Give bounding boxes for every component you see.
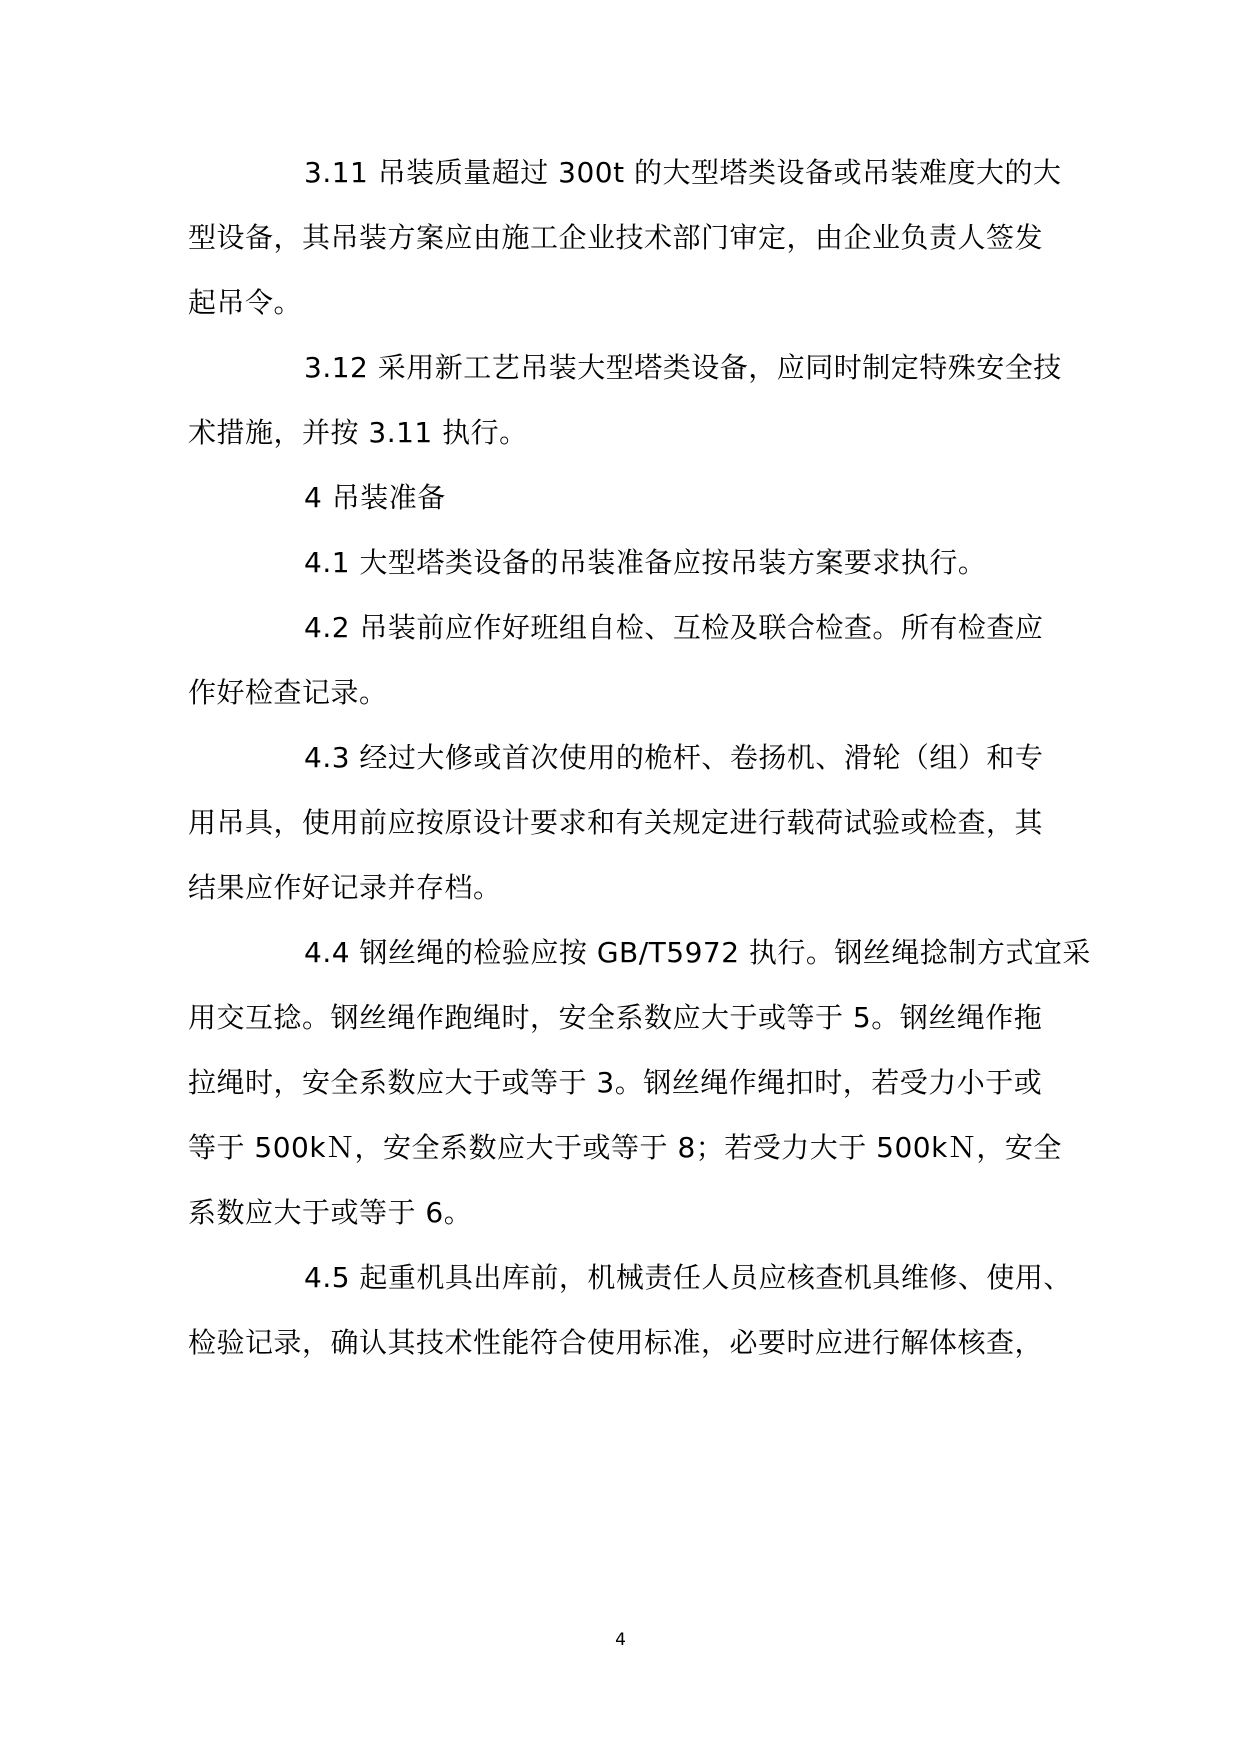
paragraph-4-5-line-2: 检验记录，确认其技术性能符合使用标准，必要时应进行解体核查， [188, 1326, 1044, 1359]
section-heading-4: 4 吊装准备 [304, 481, 446, 514]
paragraph-3-11-line-1: 3.11 吊装质量超过 300t 的大型塔类设备或吊装难度大的大 [304, 156, 1062, 189]
paragraph-4-5-line-1: 4.5 起重机具出库前，机械责任人员应核查机具维修、使用、 [304, 1261, 1072, 1294]
paragraph-4-3-line-2: 用吊具，使用前应按原设计要求和有关规定进行载荷试验或检查，其 [188, 806, 1044, 839]
paragraph-3-12-line-1: 3.12 采用新工艺吊装大型塔类设备，应同时制定特殊安全技 [304, 351, 1062, 384]
paragraph-4-2-line-2: 作好检查记录。 [188, 676, 388, 709]
paragraph-4-1: 4.1 大型塔类设备的吊装准备应按吊装方案要求执行。 [304, 546, 987, 579]
page-number: 4 [615, 1630, 626, 1650]
paragraph-4-4-line-3: 拉绳时，安全系数应大于或等于 3。钢丝绳作绳扣时，若受力小于或 [188, 1066, 1043, 1099]
paragraph-4-3-line-1: 4.3 经过大修或首次使用的桅杆、卷扬机、滑轮（组）和专 [304, 741, 1044, 774]
paragraph-3-11-line-2: 型设备，其吊装方案应由施工企业技术部门审定，由企业负责人签发 [188, 221, 1044, 254]
paragraph-4-2-line-1: 4.2 吊装前应作好班组自检、互检及联合检查。所有检查应 [304, 611, 1044, 644]
paragraph-4-4-line-4: 等于 500kＮ，安全系数应大于或等于 8；若受力大于 500kＮ，安全 [188, 1131, 1062, 1164]
paragraph-3-11-line-3: 起吊令。 [188, 286, 303, 319]
paragraph-4-4-line-1: 4.4 钢丝绳的检验应按 GB/T5972 执行。钢丝绳捻制方式宜采 [304, 936, 1091, 969]
paragraph-3-12-line-2: 术措施，并按 3.11 执行。 [188, 416, 528, 449]
paragraph-4-4-line-5: 系数应大于或等于 6。 [188, 1196, 473, 1229]
paragraph-4-3-line-3: 结果应作好记录并存档。 [188, 871, 502, 904]
paragraph-4-4-line-2: 用交互捻。钢丝绳作跑绳时，安全系数应大于或等于 5。钢丝绳作拖 [188, 1001, 1043, 1034]
